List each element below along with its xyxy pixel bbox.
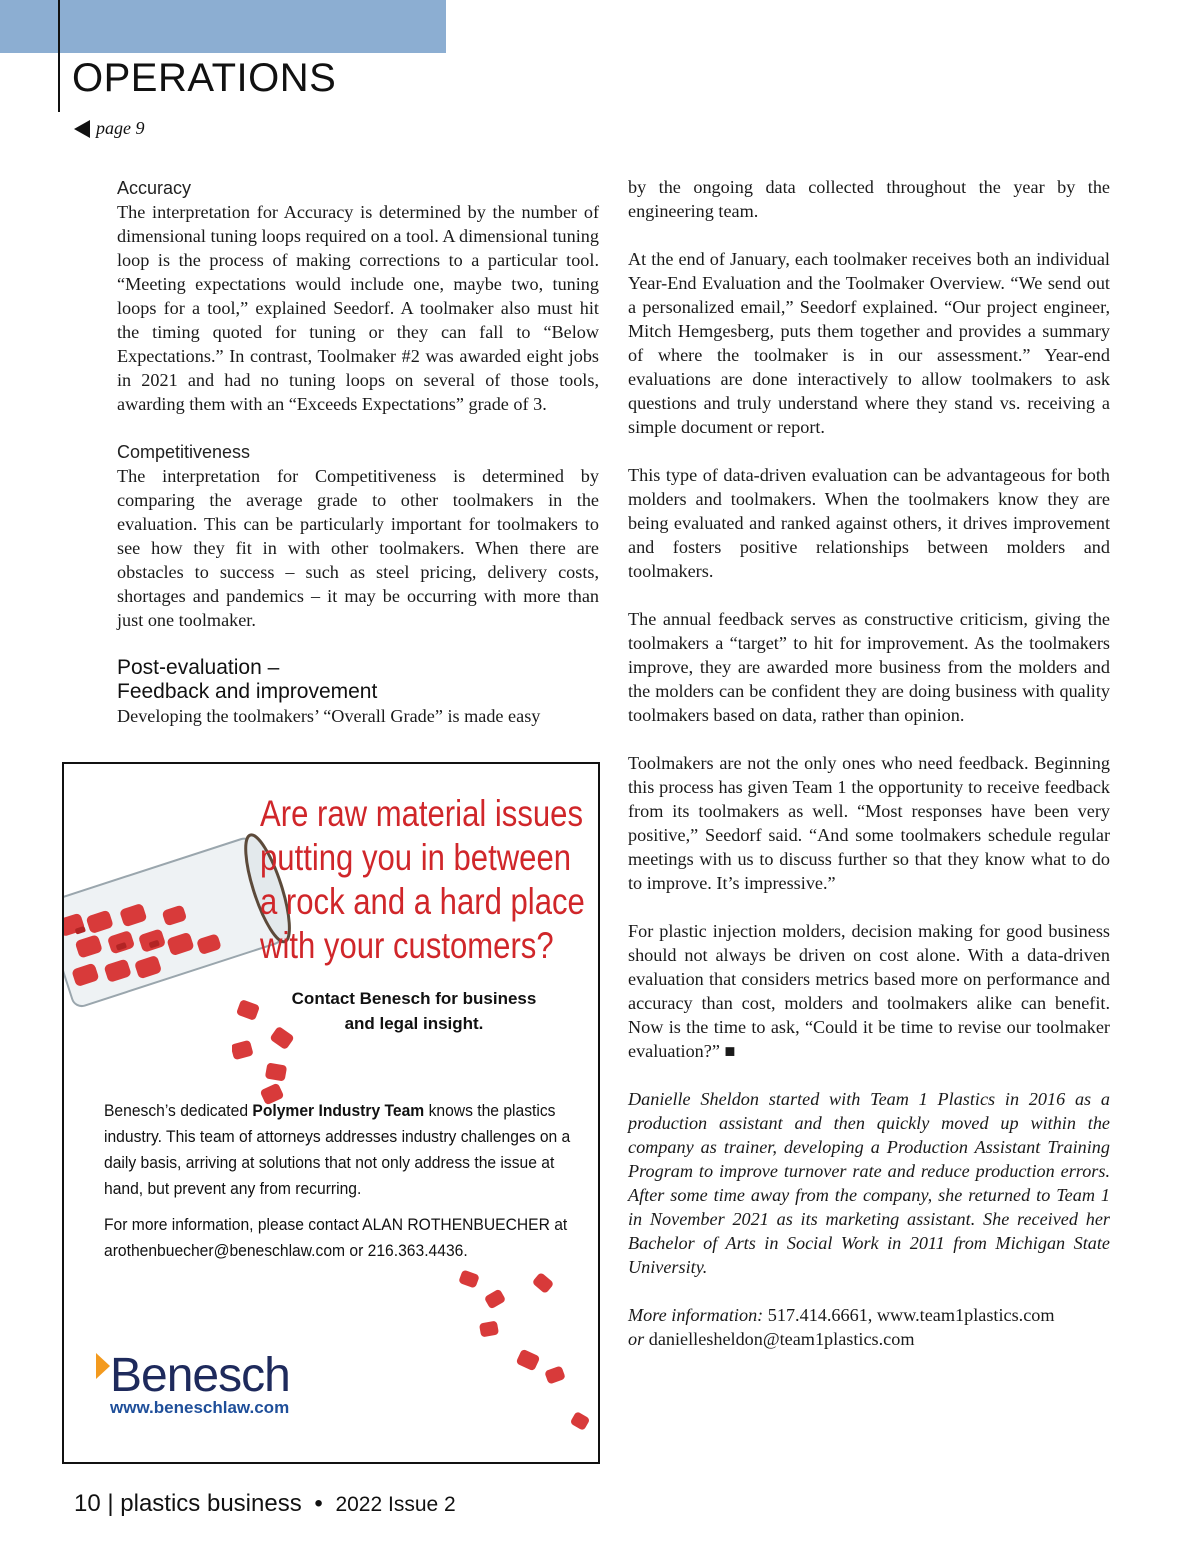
- back-arrow-icon: [74, 120, 90, 138]
- right-paragraph-4: The annual feedback serves as constructive criticism, giving the toolmakers a “target” to hit for improvement. As the toolmakers improve, they are awarded more business from the molders and the molders can be confident they are doing business with quality toolmakers based on data, rather than opinion.: [628, 609, 1110, 725]
- post-evaluation-heading-line1: Post-evaluation –: [117, 656, 280, 679]
- publication-name: plastics business: [120, 1490, 302, 1517]
- ad-description: Benesch’s dedicated Polymer Industry Team knows the plastics industry. This team of attorneys addresses industry challenges on a daily basis, arriving at solutions that not only address the issue at hand, but prevent any from recurring.: [104, 1101, 571, 1198]
- left-column: [117, 176, 599, 728]
- competitiveness-heading: Competitiveness: [117, 442, 251, 462]
- right-column: [628, 175, 1110, 1351]
- page-number: 10: [74, 1490, 101, 1517]
- polymer-team-name: Polymer Industry Team: [252, 1101, 425, 1120]
- benesch-url-link[interactable]: www.beneschlaw.com: [110, 1398, 290, 1417]
- right-paragraph-5: Toolmakers are not the only ones who need feedback. Beginning this process has given Team 1 the opportunity to receive feedback from its toolmakers as well. “Most responses have been very positive,” Seedorf said. “And some toolmakers schedule regular meetings with us to discuss further so that they know what to do to improve. It’s impressive.”: [628, 753, 1110, 893]
- author-email: daniellesheldon@team1plastics.com: [648, 1329, 915, 1349]
- contact-details: 517.414.6661, www.team1plastics.com: [767, 1305, 1055, 1325]
- ad-contact-info: For more information, please contact ALAN ROTHENBUECHER at arothenbuecher@beneschlaw.com or 216.363.4436.: [104, 1215, 568, 1260]
- accuracy-paragraph: The interpretation for Accuracy is determined by the number of dimensional tuning loops required on a tool. A dimensional tuning loop is the process of making corrections to a particular tool. “Meeting expectations would include one, maybe two, tuning loops for a tool,” explained Seedorf. A toolmaker also must hit the timing quoted for tuning or they can fall to “Below Expectations.” In contrast, Toolmaker #2 was awarded eight jobs in 2021 and had no tuning loops on several of those tools, awarding them with an “Exceeds Expectations” grade of 3.: [117, 202, 599, 414]
- header-rule: [58, 0, 60, 112]
- section-title: OPERATIONS: [72, 56, 337, 100]
- end-mark-icon: ■: [724, 1041, 736, 1061]
- continued-from: [74, 118, 145, 139]
- ad-headline: Are raw material issues putting you in between a rock and a hard place with your customers?: [260, 793, 585, 966]
- right-paragraph-1: by the ongoing data collected throughout the year by the engineering team.: [628, 177, 1110, 221]
- header-color-bar: [0, 0, 446, 53]
- post-evaluation-paragraph: Developing the toolmakers’ “Overall Grade” is made easy: [117, 706, 541, 726]
- scattered-pellets-illustration: [450, 1264, 590, 1454]
- continued-page-label: page 9: [96, 118, 145, 138]
- right-paragraph-2: At the end of January, each toolmaker receives both an individual Year-End Evaluation and the Toolmaker Overview. “We send out a personalized email,” Seedorf explained. “Our project engineer, Mitch Hemgesberg, puts them together and provides a summary of where the toolmaker is in our assessment.” Year-end evaluations are done interactively to allow toolmakers to ask questions and truly understand where they stand vs. receiving a simple document or report.: [628, 249, 1110, 437]
- more-information: More information: 517.414.6661, www.team1plastics.com or daniellesheldon@team1plastics.com: [628, 1305, 1055, 1349]
- author-bio: Danielle Sheldon started with Team 1 Plastics in 2016 as a production assistant and then quickly moved up within the company as trainer, developing a Production Assistant Training Program to improve turnover rate and reduce production errors. After some time away from the company, she returned to Team 1 in November 2021 as its marketing assistant. She received her Bachelor of Arts in Social Work in 2011 from Michigan State University.: [628, 1089, 1110, 1277]
- accuracy-heading: Accuracy: [117, 178, 192, 198]
- ad-contact-line: Contact Benesch for business and legal insight.: [291, 989, 537, 1033]
- right-paragraph-6: For plastic injection molders, decision making for good business should not always be driven on cost alone. With a data-driven evaluation that considers metrics based more on performance and accuracy than cost, molders and toolmakers alike can benefit. Now is the time to ask, “Could it be time to revise our toolmaker evaluation?” ■: [628, 921, 1110, 1061]
- benesch-logo: Benesch: [110, 1349, 290, 1402]
- post-evaluation-heading-line2: Feedback and improvement: [117, 680, 378, 703]
- page-footer: 10 | plastics business • 2022 Issue 2: [74, 1490, 456, 1517]
- benesch-advertisement[interactable]: [62, 762, 600, 1464]
- issue-label: 2022 Issue 2: [335, 1493, 456, 1516]
- right-paragraph-3: This type of data-driven evaluation can be advantageous for both molders and toolmakers. When the toolmakers know they are being evaluated and ranked against others, it drives improvement and fosters positive relationships between molders and toolmakers.: [628, 465, 1110, 581]
- ad-body: [104, 1098, 582, 1274]
- competitiveness-paragraph: The interpretation for Competitiveness is determined by comparing the average grade to other toolmakers in the evaluation. This can be particularly important for toolmakers to see how they fit in with other toolmakers. When there are obstacles to success – such as steel pricing, delivery costs, shortages and pandemics – it may be occurring with more than just one toolmaker.: [117, 466, 599, 630]
